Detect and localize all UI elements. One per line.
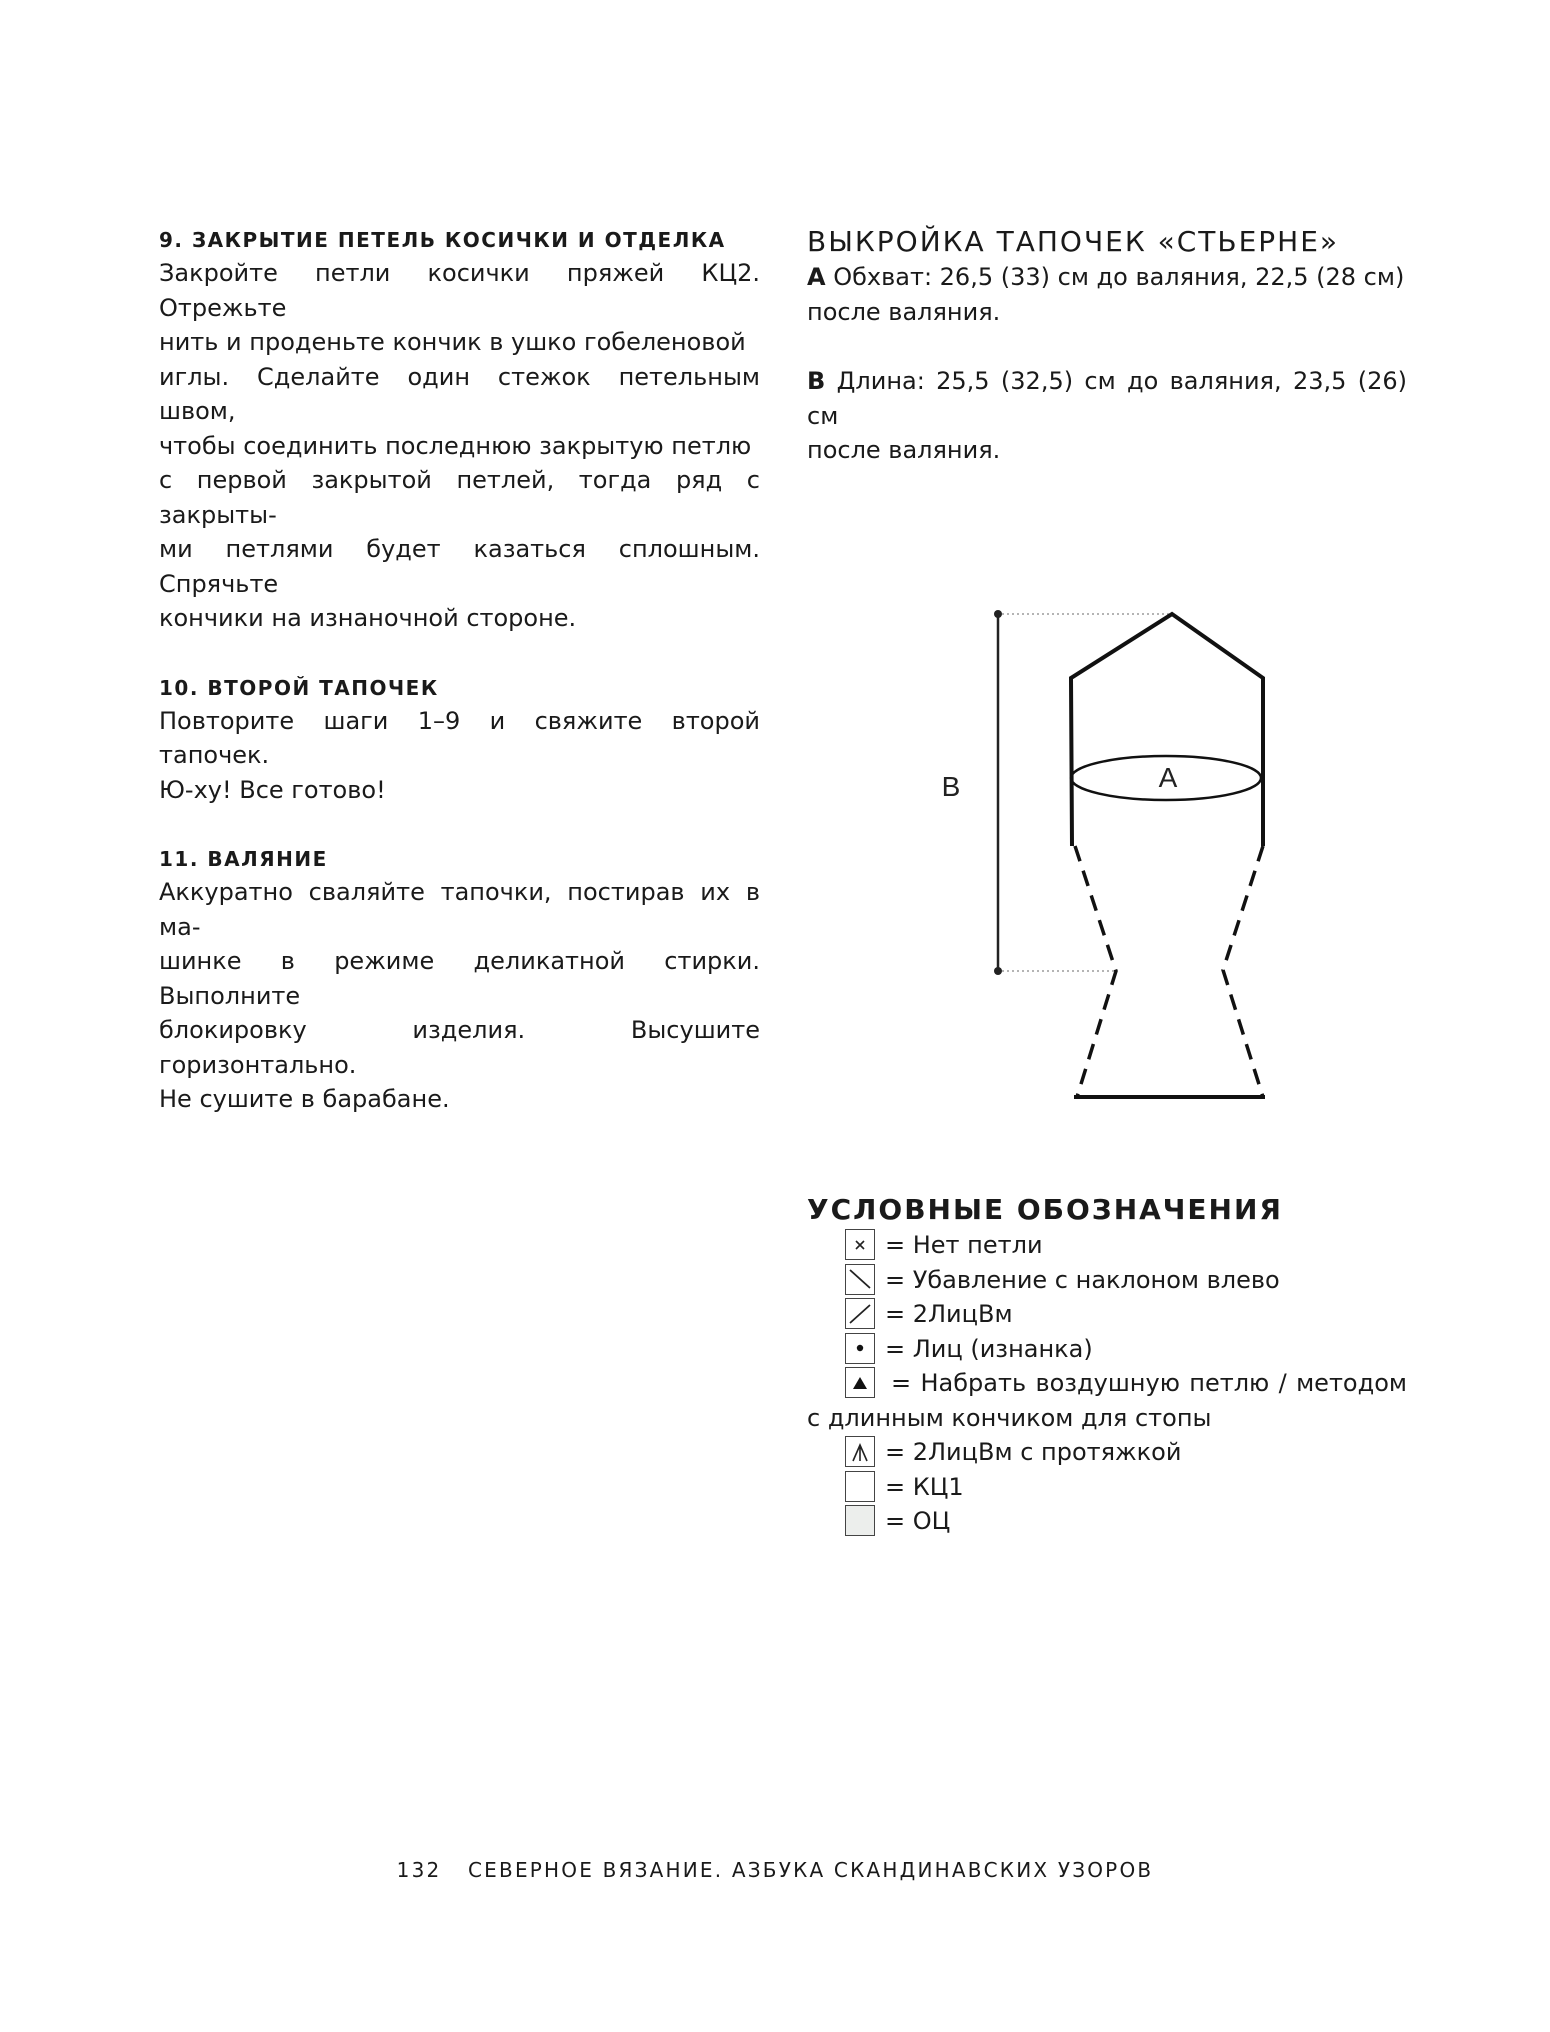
legend	[807, 1192, 1407, 1539]
section-felting	[159, 843, 760, 1117]
page-footer	[0, 1856, 1550, 1884]
slipper-right-dashed-side	[1223, 846, 1263, 1097]
pattern-title: ВЫКРОЙКА ТАПОЧЕК «СТЬЕРНЕ»	[807, 225, 1340, 258]
slipper-left-dashed-side	[1075, 846, 1116, 1097]
spec-b: В Длина: 25,5 (32,5) см до валяния, 23,5 (26) см после валяния.	[807, 367, 1407, 464]
legend-title: УСЛОВНЫЕ ОБОЗНАЧЕНИЯ	[807, 1193, 1283, 1226]
pattern-specs	[807, 224, 1407, 468]
k2tog-drawn-icon	[845, 1436, 875, 1467]
section-heading: 10. ВТОРОЙ ТАПОЧЕК	[159, 675, 439, 700]
legend-item: = Набрать воздушную петлю / методом с длинным кончиком для стопы	[807, 1369, 1407, 1432]
length-measure-bottom-dot	[994, 967, 1002, 975]
legend-item: = Убавление с наклоном влево	[807, 1263, 1407, 1298]
book-title: СЕВЕРНОЕ ВЯЗАНИЕ. АЗБУКА СКАНДИНАВСКИХ УЗОРОВ	[468, 1858, 1154, 1882]
legend-item: = КЦ1	[807, 1470, 1407, 1505]
slipper-diagram-svg	[930, 600, 1310, 1120]
legend-item: = ОЦ	[807, 1504, 1407, 1539]
section-bind-off	[159, 224, 760, 636]
legend-item: = 2ЛицВм с протяжкой	[807, 1435, 1407, 1470]
spec-a: А Обхват: 26,5 (33) см до валяния, 22,5 (28 см) после валяния.	[807, 263, 1405, 326]
k2tog-icon	[845, 1298, 875, 1329]
section-heading: 11. ВАЛЯНИЕ	[159, 847, 328, 871]
left-column	[159, 224, 760, 1117]
slipper-diagram	[930, 600, 1310, 1120]
decrease-left-icon	[845, 1264, 875, 1295]
label-a: А	[1158, 762, 1178, 793]
length-measure-top-dot	[994, 610, 1002, 618]
slipper-toe-outline	[1071, 614, 1263, 846]
dot-icon	[845, 1333, 875, 1364]
section-body: Повторите шаги 1–9 и свяжите второй тапочек. Ю-ху! Все готово!	[159, 706, 760, 804]
section-heading: 9. ЗАКРЫТИЕ ПЕТЕЛЬ КОСИЧКИ И ОТДЕЛКА	[159, 228, 726, 252]
legend-item: = Нет петли	[807, 1228, 1407, 1263]
legend-item: = Лиц (изнанка)	[807, 1332, 1407, 1367]
section-body: Закройте петли косички пряжей КЦ2. Отрежьте нить и проденьте кончик в ушко гобеленовой иглы. Сделайте один стежок петельным швом, чтобы соединить последнюю закрытую петлю с первой закрытой петлей, тогда ряд с закрыты- ми петлями будет казаться сплошным. Спрячьте кончики на изнаночной стороне.	[159, 259, 760, 632]
page-number: 132	[396, 1858, 442, 1882]
cc-swatch	[845, 1505, 875, 1536]
section-body: Аккуратно сваляйте тапочки, постирав их в ма- шинке в режиме деликатной стирки. Выполните блокировку изделия. Высушите горизонтально. Не сушите в барабане.	[159, 878, 760, 1113]
label-b: В	[941, 771, 961, 802]
no-stitch-icon	[845, 1229, 875, 1260]
section-second-slipper	[159, 672, 760, 808]
legend-item: = 2ЛицВм	[807, 1297, 1407, 1332]
mc1-swatch	[845, 1471, 875, 1502]
